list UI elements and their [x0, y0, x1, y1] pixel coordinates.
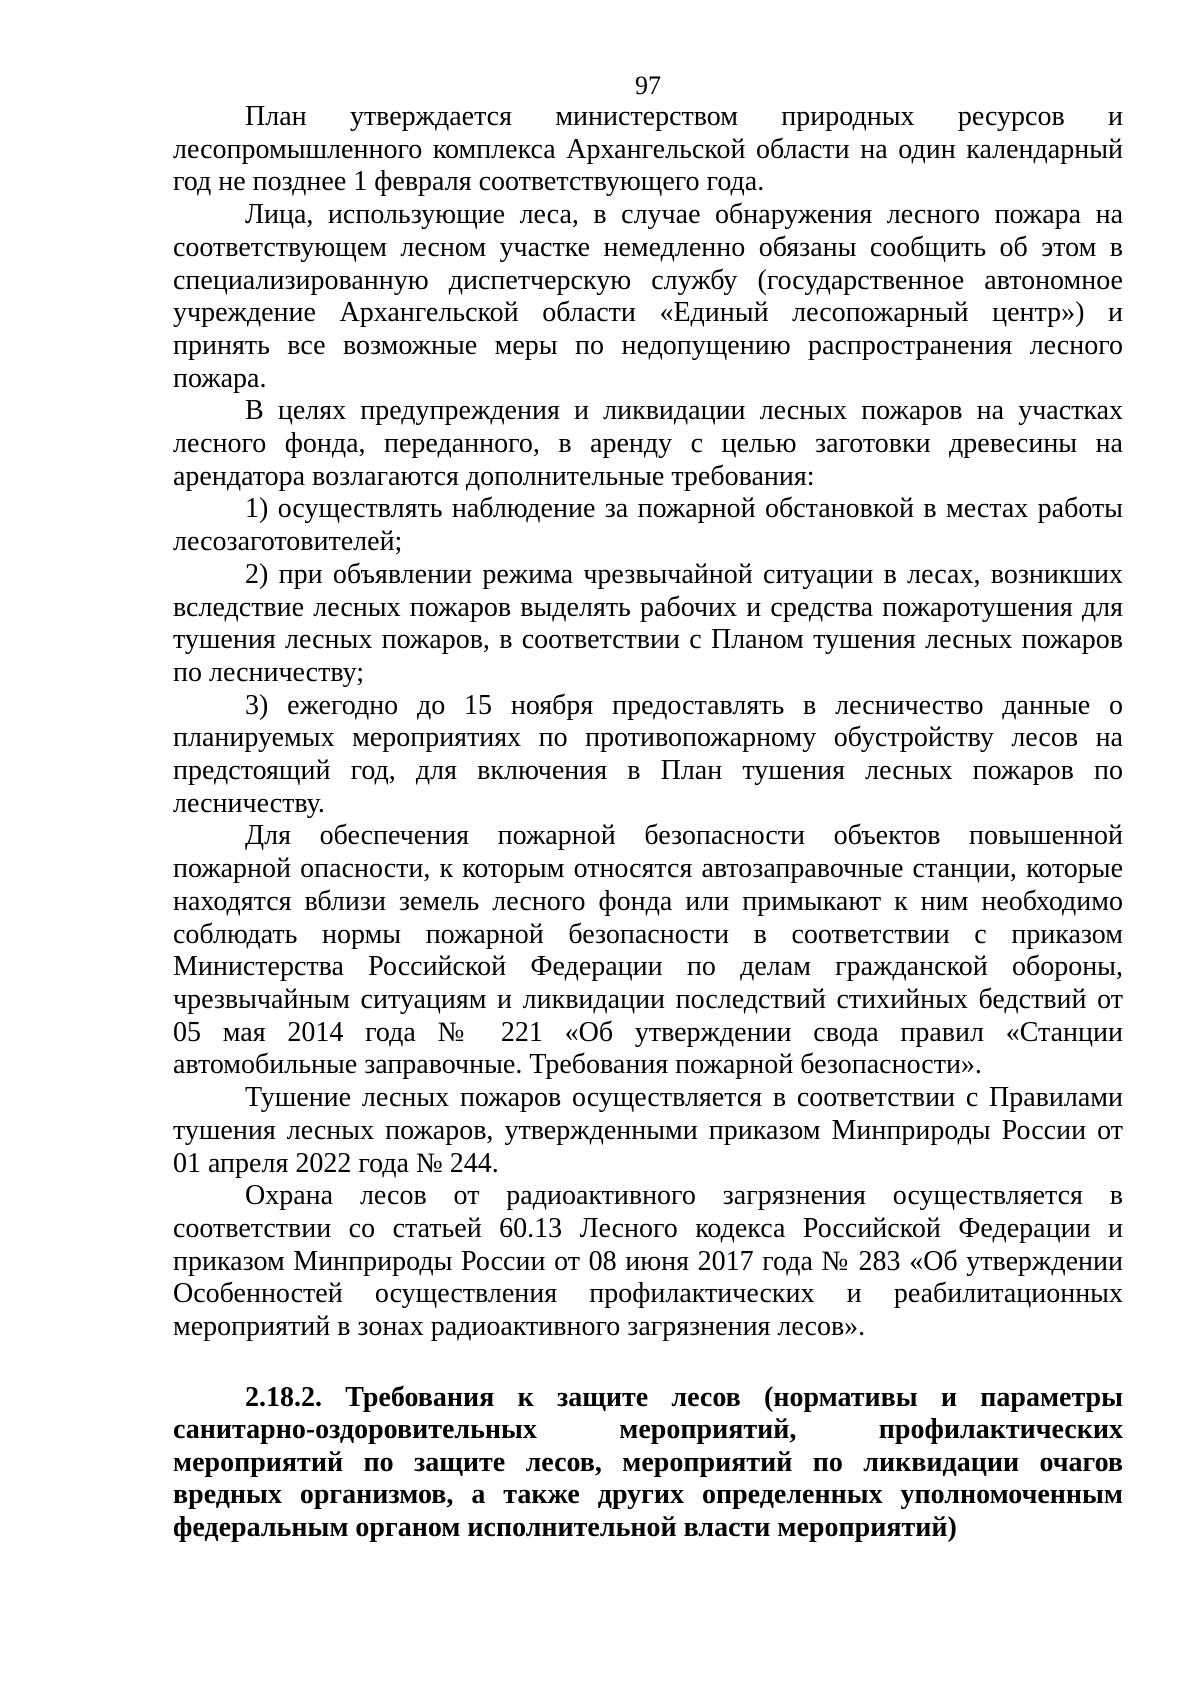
list-item-3: 3) ежегодно до 15 ноября предоставлять в лесничество данные о планируемых мероприятиях по противопожарному обустройству лесов на предстоящий год, для включения в План тушения лесных пожаров по лесничеству. — [173, 689, 1123, 819]
paragraph-lessee-requirements: В целях предупреждения и ликвидации лесных пожаров на участках лесного фонда, переданного, в аренду с целью заготовки древесины на арендатора возлагаются дополнительные требования: — [173, 395, 1123, 492]
list-item-2: 2) при объявлении режима чрезвычайной ситуации в лесах, возникших вследствие лесных пожаров выделять рабочих и средства пожаротушения для тушения лесных пожаров, в соответствии с Планом тушения лесных пожаров по лесничеству; — [173, 558, 1123, 688]
paragraph-plan-approval: План утверждается министерством природных ресурсов и лесопромышленного комплекса Архангельской области на один календарный год не позднее 1 февраля соответствующего года. — [173, 101, 1123, 198]
paragraph-gas-stations: Для обеспечения пожарной безопасности объектов повышенной пожарной опасности, к которым относятся автозаправочные станции, которые находятся вблизи земель лесного фонда или примыкают к ним необходимо соблюдать нормы пожарной безопасности в соответствии с приказом Министерства Российской Федерации по делам гражданской обороны, чрезвычайным ситуациям и ликвидации последствий стихийных бедствий от 05 мая 2014 года № 221 «Об утверждении свода правил «Станции автомобильные заправочные. Требования пожарной безопасности». — [173, 820, 1123, 1081]
list-item-1: 1) осуществлять наблюдение за пожарной обстановкой в местах работы лесозаготовителей; — [173, 493, 1123, 558]
paragraph-fire-report: Лица, использующие леса, в случае обнаружения лесного пожара на соответствующем лесном участке немедленно обязаны сообщить об этом в специализированную диспетчерскую службу (государственное автономное учреждение Архангельской области «Единый лесопожарный центр») и принять все возможные меры по недопущению распространения лесного пожара. — [173, 199, 1123, 394]
paragraph-radioactive-protection: Охрана лесов от радиоактивного загрязнения осуществляется в соответствии со статьей 60.13 Лесного кодекса Российской Федерации и приказом Минприроды России от 08 июня 2017 года № 283 «Об утверждении Особенностей осуществления профилактических и реабилитационных мероприятий в зонах радиоактивного загрязнения лесов». — [173, 1180, 1123, 1343]
section-heading: 2.18.2. Требования к защите лесов (нормативы и параметры санитарно-оздоровительных мероприятий, профилактических мероприятий по защите лесов, мероприятий по ликвидации очагов вредных организмов, а также других определенных уполномоченным федеральным органом исполнительной власти мероприятий) — [173, 1381, 1123, 1543]
document-page — [173, 0, 1123, 1697]
paragraph-fire-suppression: Тушение лесных пожаров осуществляется в соответствии с Правилами тушения лесных пожаров, утвержденными приказом Минприроды России от 01 апреля 2022 года № 244. — [173, 1082, 1123, 1179]
document-body — [173, 101, 1123, 1544]
page-number: 97 — [635, 71, 661, 100]
